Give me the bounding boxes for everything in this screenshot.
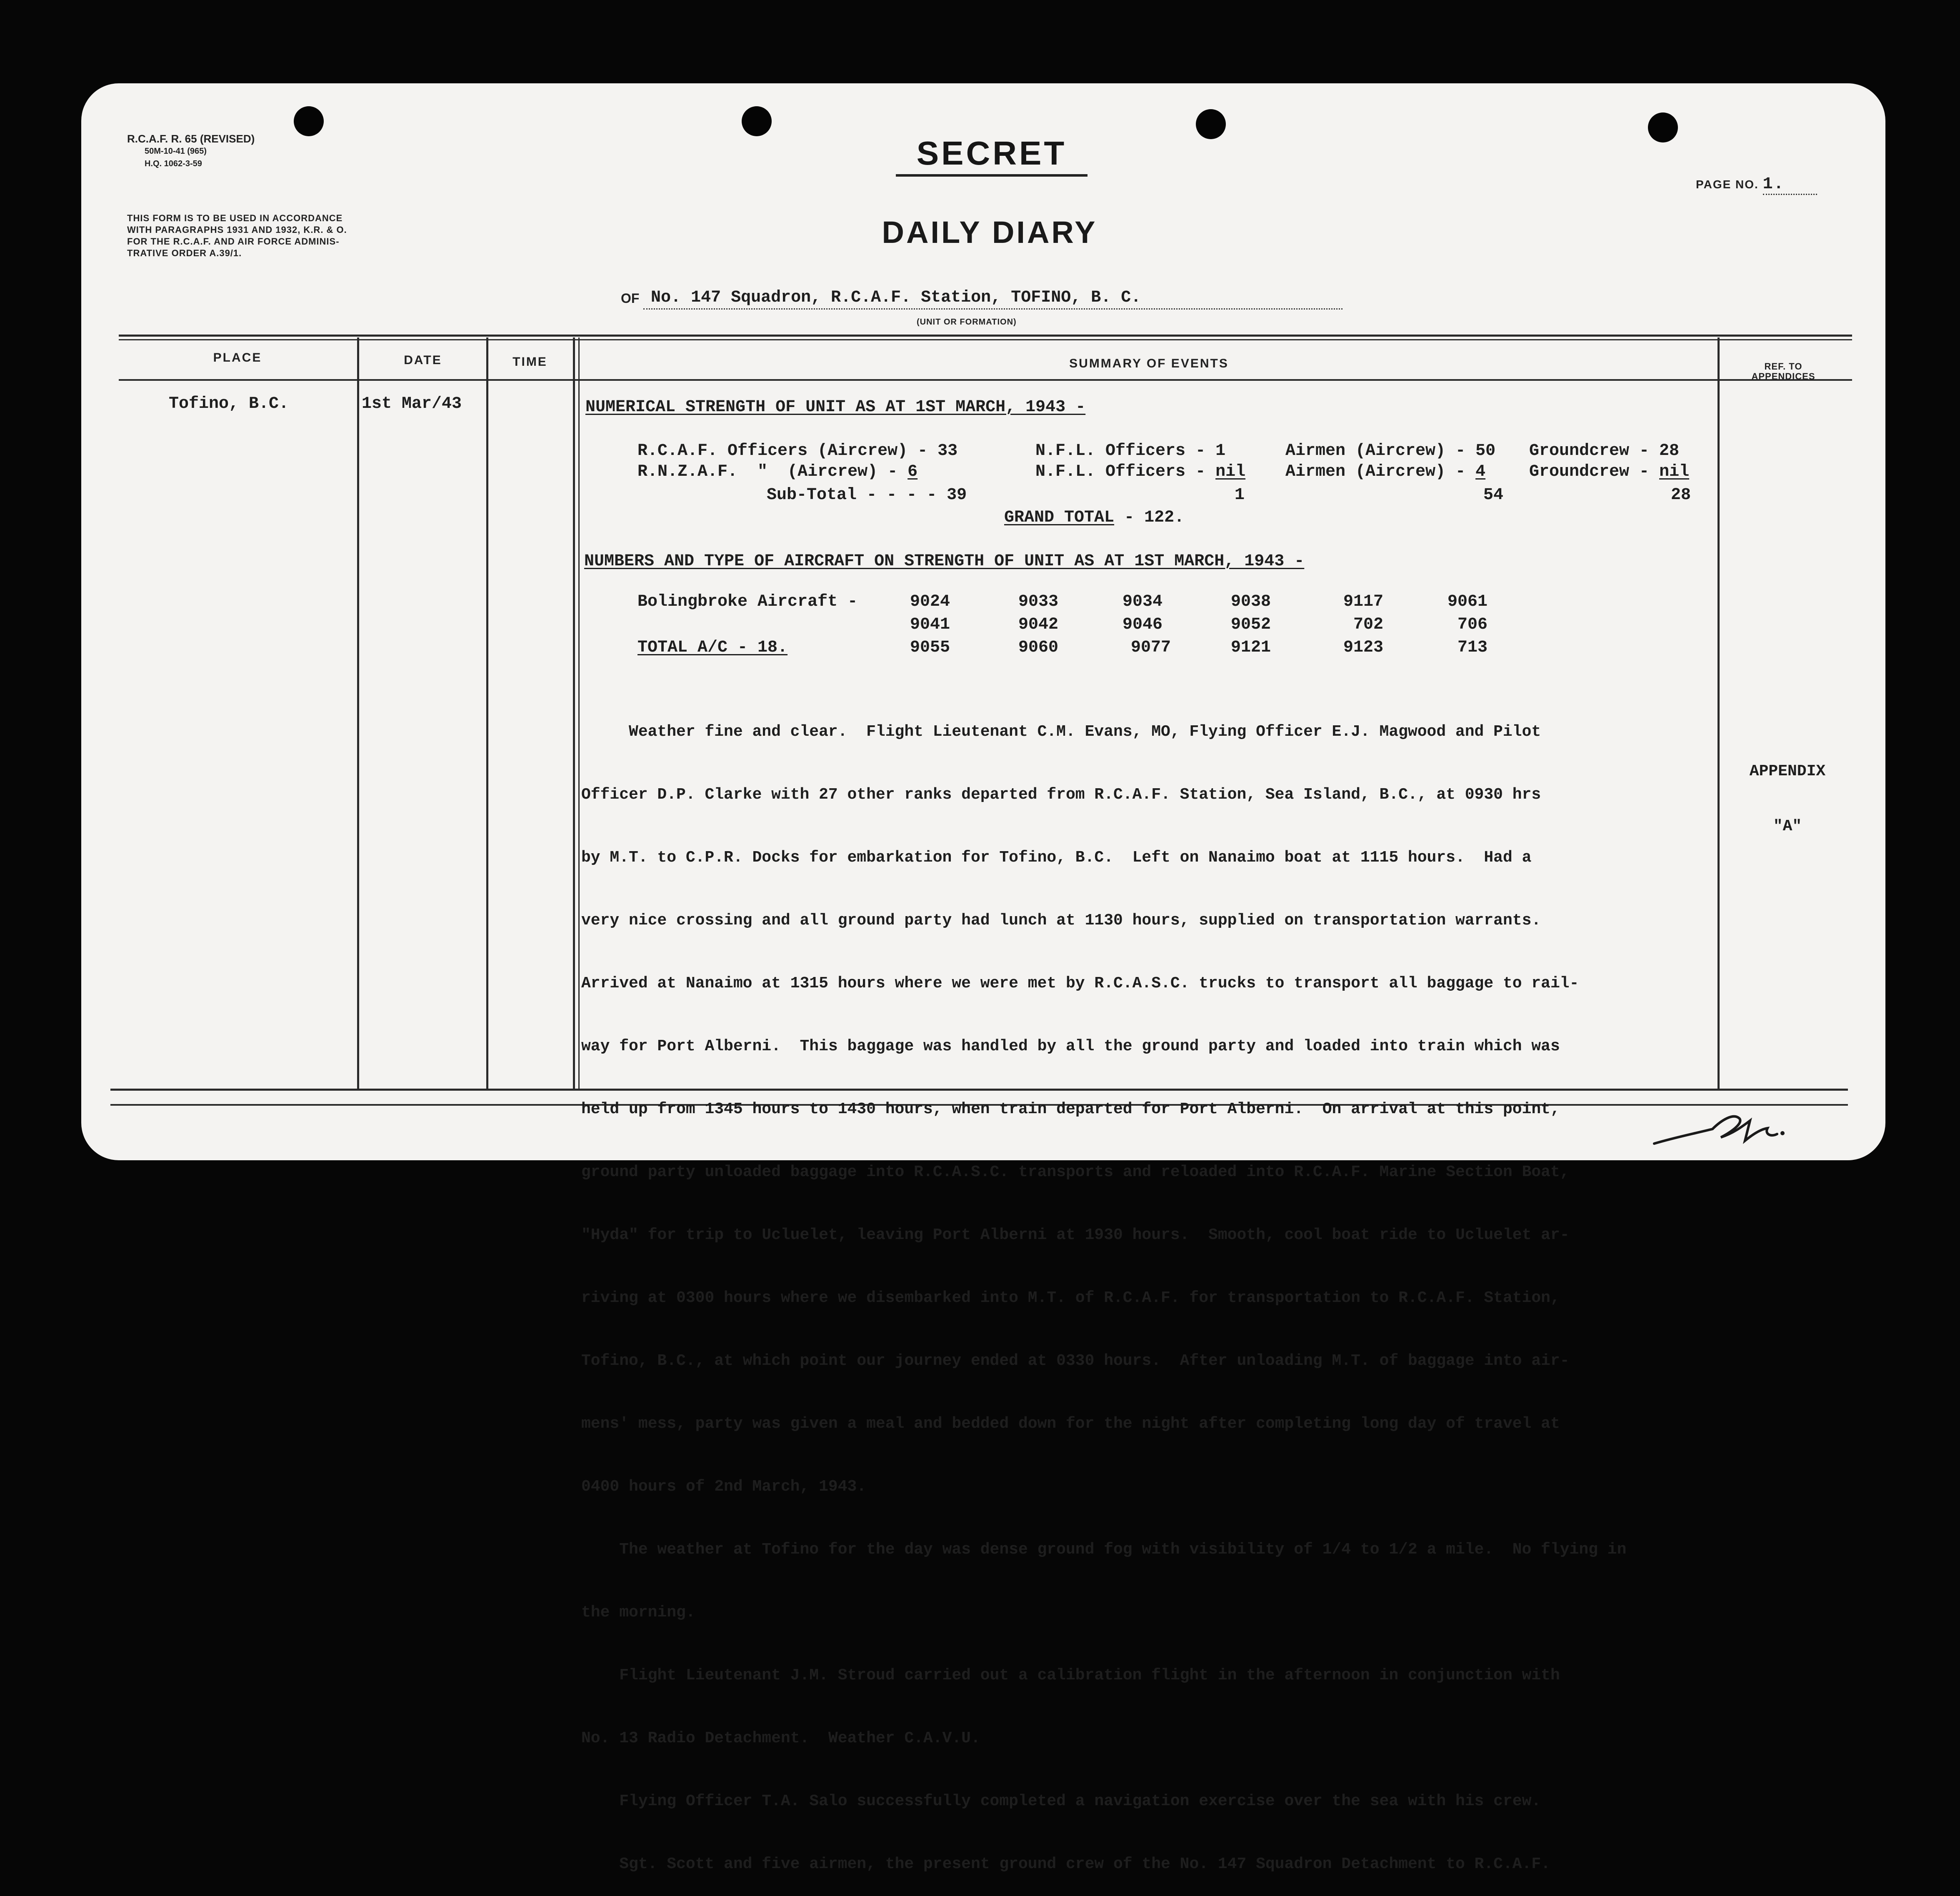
grand-total-value: - 122.: [1124, 508, 1185, 527]
strength-nfl2-label: N.F.L. Officers -: [1035, 462, 1206, 481]
narrative-line: Weather fine and clear. Flight Lieutenant C.M. Evans, MO, Flying Officer E.J. Magwood and Pilot: [581, 723, 1541, 741]
narrative-line: way for Port Alberni. This baggage was handled by all the ground party and loaded into train which was: [581, 1037, 1560, 1055]
strength-rnzaf-value: 6: [908, 462, 918, 481]
grand-total: [1004, 507, 1184, 528]
column-divider: [578, 337, 580, 1091]
strength-airmen2-row: [1285, 462, 1485, 482]
narrative-line: Sgt. Scott and five airmen, the present ground crew of the No. 147 Squadron Detachment to R.C.A.F.: [581, 1855, 1550, 1873]
subtotal-airmen: 54: [1483, 486, 1504, 505]
strength-groundcrew: Groundcrew - 28: [1529, 442, 1680, 460]
narrative-line: riving at 0300 hours where we disembarked into M.T. of R.C.A.F. for transportation to R.C.A.F. Station,: [581, 1289, 1560, 1307]
aircraft-serial: 9041: [910, 615, 950, 634]
narrative-block: [581, 680, 1723, 1896]
narrative-line: Tofino, B.C., at which point our journey ended at 0330 hours. After unloading M.T. of baggage into air-: [581, 1352, 1570, 1370]
column-divider: [573, 337, 575, 1091]
instruction-line: FOR THE R.C.A.F. AND AIR FORCE ADMINIS-: [127, 236, 340, 247]
instruction-line: TRATIVE ORDER A.39/1.: [127, 248, 242, 258]
strength-nfl: N.F.L. Officers - 1: [1035, 442, 1226, 460]
subtotal-nfl: 1: [1235, 486, 1245, 505]
narrative-line: The weather at Tofino for the day was dense ground fog with visibility of 1/4 to 1/2 a mile. No flying in: [581, 1541, 1627, 1559]
narrative-line: mens' mess, party was given a meal and bedded down for the night after completing long day of travel at: [581, 1415, 1560, 1433]
column-header-place: PLACE: [213, 351, 262, 365]
punch-hole: [742, 106, 772, 136]
aircraft-serial: 9033: [1018, 592, 1058, 611]
strength-heading: NUMERICAL STRENGTH OF UNIT AS AT 1ST MARCH, 1943 -: [585, 398, 1086, 417]
table-top-rule: [119, 335, 1852, 337]
narrative-line: 0400 hours of 2nd March, 1943.: [581, 1478, 867, 1496]
aircraft-serial: 9061: [1447, 592, 1488, 611]
narrative-line: Officer D.P. Clarke with 27 other ranks departed from R.C.A.F. Station, Sea Island, B.C., at 0930 hrs: [581, 786, 1541, 804]
column-header-summary: SUMMARY OF EVENTS: [1069, 357, 1229, 370]
aircraft-serial: 9046: [1122, 615, 1162, 634]
aircraft-serial: 9055: [910, 638, 950, 657]
column-divider: [357, 337, 359, 1091]
header-bottom-rule: [119, 379, 1852, 381]
strength-groundcrew2-row: [1529, 462, 1689, 482]
narrative-line: the morning.: [581, 1604, 695, 1621]
aircraft-serial: 9024: [910, 592, 950, 611]
form-instructions: [127, 212, 347, 259]
strength-airmen2-label: Airmen (Aircrew) -: [1285, 462, 1466, 481]
column-header-date: DATE: [404, 353, 442, 367]
aircraft-serial: 9042: [1018, 615, 1058, 634]
aircraft-serial: 9060: [1018, 638, 1058, 657]
ref-header-line: REF. TO: [1764, 361, 1802, 372]
instruction-line: THIS FORM IS TO BE USED IN ACCORDANCE: [127, 213, 343, 223]
appendix-letter: "A": [1773, 817, 1802, 835]
narrative-line: No. 13 Radio Detachment. Weather C.A.V.U.: [581, 1729, 980, 1747]
narrative-line: "Hyda" for trip to Ucluelet, leaving Port Alberni at 1930 hours. Smooth, cool boat ride to Ucluelet ar-: [581, 1226, 1570, 1244]
appendix-reference: [1725, 726, 1850, 854]
aircraft-serial: 9034: [1122, 592, 1162, 611]
aircraft-serial: 9121: [1230, 638, 1271, 657]
narrative-line: Arrived at Nanaimo at 1315 hours where we were met by R.C.A.S.C. trucks to transport all baggage to rail-: [581, 974, 1579, 992]
page-number: 1.: [1763, 175, 1817, 195]
column-divider: [486, 337, 488, 1091]
form-id-line: 50M-10-41 (965): [145, 147, 207, 156]
narrative-line: Flight Lieutenant J.M. Stroud carried out a calibration flight in the afternoon in conjunction with: [581, 1666, 1560, 1684]
punch-hole: [294, 106, 324, 136]
signature-scrawl: [1650, 1104, 1792, 1154]
narrative-line: very nice crossing and all ground party had lunch at 1130 hours, supplied on transportation warrants.: [581, 912, 1541, 929]
narrative-line: Flying Officer T.A. Salo successfully completed a navigation exercise over the sea with his crew.: [581, 1792, 1541, 1810]
narrative-line: by M.T. to C.P.R. Docks for embarkation for Tofino, B.C. Left on Nanaimo boat at 1115 hours. Had a: [581, 849, 1532, 867]
aircraft-serial: 9038: [1230, 592, 1271, 611]
grand-total-label: GRAND TOTAL: [1004, 508, 1115, 527]
strength-rnzaf-row: [638, 462, 918, 482]
strength-rnzaf-label: R.N.Z.A.F. " (Aircrew) -: [638, 462, 898, 481]
aircraft-serial: 9077: [1130, 638, 1171, 657]
entry-place: Tofino, B.C.: [169, 395, 289, 413]
column-header-time: TIME: [512, 355, 548, 369]
strength-groundcrew2-value: nil: [1659, 462, 1690, 481]
strength-subtotal: Sub-Total - - - - 39: [767, 486, 967, 505]
unit-name: No. 147 Squadron, R.C.A.F. Station, TOFINO, B. C.: [643, 287, 1342, 310]
punch-hole: [1196, 109, 1226, 139]
column-header-ref: [1721, 362, 1846, 382]
aircraft-serial: 713: [1457, 638, 1488, 657]
strength-airmen: Airmen (Aircrew) - 50: [1285, 442, 1496, 460]
aircraft-serial: 9052: [1230, 615, 1271, 634]
instruction-line: WITH PARAGRAPHS 1931 AND 1932, K.R. & O.: [127, 225, 347, 235]
signature: [1650, 1104, 1792, 1156]
aircraft-serial: 9117: [1343, 592, 1383, 611]
aircraft-serial: 9123: [1343, 638, 1383, 657]
aircraft-type-label: Bolingbroke Aircraft -: [638, 592, 858, 611]
of-label: OF: [621, 291, 640, 306]
strength-rcaf: R.C.A.F. Officers (Aircrew) - 33: [638, 442, 958, 460]
aircraft-heading: NUMBERS AND TYPE OF AIRCRAFT ON STRENGTH OF UNIT AS AT 1ST MARCH, 1943 -: [584, 552, 1305, 571]
punch-hole: [1648, 112, 1678, 142]
form-id-line: H.Q. 1062-3-59: [145, 159, 202, 168]
strength-nfl2-value: nil: [1215, 462, 1246, 481]
subtotal-groundcrew: 28: [1671, 486, 1691, 505]
aircraft-total: TOTAL A/C - 18.: [638, 638, 788, 657]
security-classification: SECRET: [896, 132, 1088, 177]
narrative-line: held up from 1345 hours to 1430 hours, when train departed for Port Alberni. On arrival at this point,: [581, 1100, 1560, 1118]
aircraft-serial: 702: [1353, 615, 1383, 634]
strength-groundcrew2-label: Groundcrew -: [1529, 462, 1650, 481]
appendix-label: APPENDIX: [1749, 762, 1826, 780]
unit-caption: (UNIT OR FORMATION): [917, 317, 1017, 327]
form-title: DAILY DIARY: [882, 215, 1098, 250]
form-id-line: R.C.A.F. R. 65 (REVISED): [127, 132, 255, 145]
ref-header-line: APPENDICES: [1751, 371, 1815, 382]
table-top-rule: [119, 339, 1852, 340]
strength-nfl2-row: [1035, 462, 1245, 482]
page-label: PAGE NO.: [1696, 178, 1759, 191]
page-number-field: [1696, 175, 1817, 195]
unit-field: [621, 287, 1342, 310]
narrative-line: ground party unloaded baggage into R.C.A.S.C. transports and reloaded into R.C.A.F. Marine Section Boat,: [581, 1163, 1570, 1181]
form-id-block: [127, 132, 255, 170]
strength-airmen2-value: 4: [1475, 462, 1486, 481]
aircraft-serial: 706: [1457, 615, 1488, 634]
entry-date: 1st Mar/43: [362, 395, 462, 413]
